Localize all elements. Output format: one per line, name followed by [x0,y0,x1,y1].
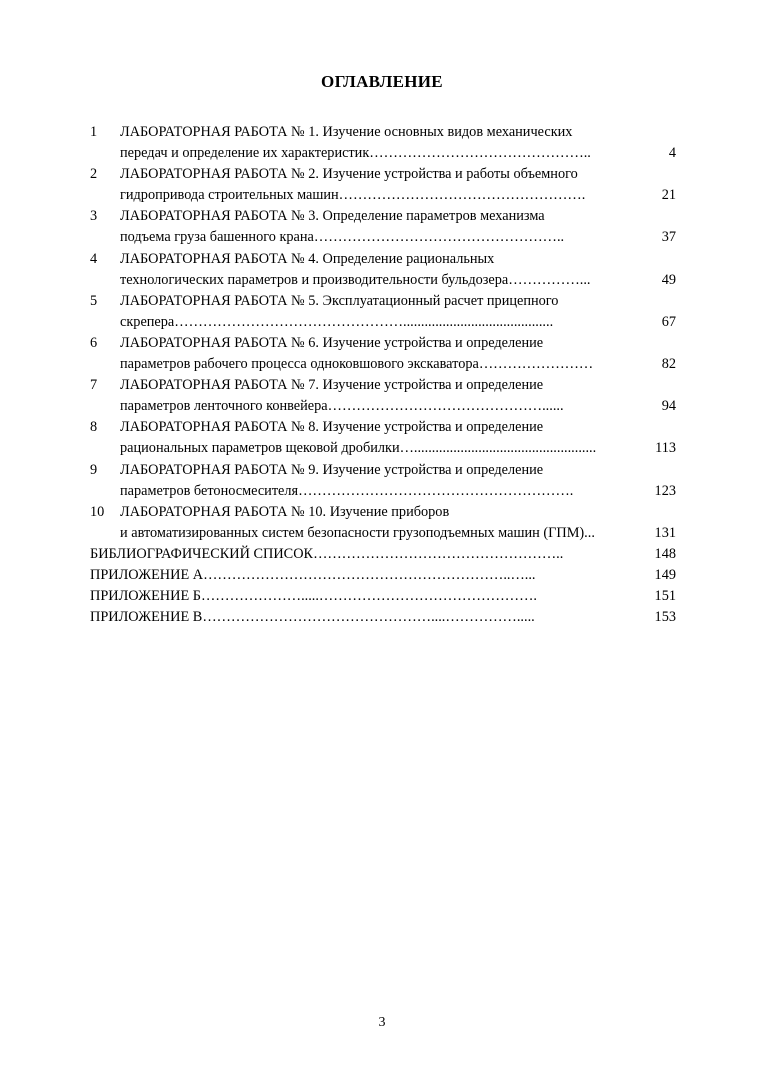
toc-entry-8 [90,417,676,459]
toc-appendix-b [90,586,676,607]
toc-entry-page: 149 [654,566,676,583]
toc-entry-number: 4 [90,250,98,267]
toc-entry-1 [90,122,676,164]
dot-leader: …................................................... [399,440,597,457]
dot-leader: ……………... [508,271,591,288]
page-number: 3 [378,1015,386,1030]
dot-leader: …………………………………………………. [298,482,574,499]
toc-entry-number: 6 [90,334,98,351]
toc-entry-title: ЛАБОРАТОРНАЯ РАБОТА № 1. Изучение основных видов механических [120,124,573,140]
toc-entry-number: 10 [90,503,105,520]
toc-entry-page: 94 [661,398,676,415]
toc-entry-title-cont: передач и определение их характеристик [120,145,370,162]
toc-entry-page: 21 [661,187,676,204]
toc-entry-page: 131 [654,524,676,541]
toc-entry-title-cont: параметров бетоносмесителя [120,482,299,499]
toc-entry-number: 2 [90,166,98,183]
page-title: ОГЛАВЛЕНИЕ [321,72,443,91]
toc-entry-9 [90,460,676,502]
toc-entry-page: 113 [655,440,676,457]
dot-leader: ……………………………………….. [369,145,591,162]
toc-appendix-title: ПРИЛОЖЕНИЕ Б [90,588,201,605]
dot-leader: ... [584,524,595,541]
toc-entry-5 [90,291,676,333]
dot-leader: ………………….....………………………………………. [200,588,537,605]
toc-entry-4 [90,249,676,291]
toc-entry-number: 5 [90,292,98,309]
toc-entry-title: ЛАБОРАТОРНАЯ РАБОТА № 4. Определение рациональных [120,250,495,267]
toc-entry-title: ЛАБОРАТОРНАЯ РАБОТА № 3. Определение параметров механизма [120,208,545,225]
toc-entry-title-cont: скрепера [120,313,175,330]
toc-entry-7 [90,375,676,417]
toc-appendix-title: БИБЛИОГРАФИЧЕСКИЙ СПИСОК [90,545,314,562]
toc-entry-3 [90,206,676,248]
toc-entry-number: 9 [90,461,98,478]
toc-entry-title-cont: подъема груза башенного крана [120,229,314,246]
toc-entry-number: 1 [90,124,98,140]
toc-entry-title: ЛАБОРАТОРНАЯ РАБОТА № 10. Изучение приборов [120,503,450,520]
toc-entry-title: ЛАБОРАТОРНАЯ РАБОТА № 7. Изучение устройства и определение [120,377,544,394]
toc-entry-title: ЛАБОРАТОРНАЯ РАБОТА № 9. Изучение устройства и определение [120,461,544,478]
toc-entry-title-cont: параметров рабочего процесса одноковшового экскаватора [120,356,479,373]
toc-appendix-v [90,607,676,628]
toc-entry-number: 3 [90,208,98,225]
toc-appendix-a [90,565,676,586]
toc-entry-page: 123 [654,482,676,499]
toc-entry-page: 151 [654,588,676,605]
toc-entry-number: 7 [90,377,98,394]
dot-leader: ………………………………………...... [327,398,564,415]
toc-entry-title-cont: гидропривода строительных машин [120,187,339,204]
toc-appendix-title: ПРИЛОЖЕНИЕ А [90,566,204,583]
toc-entry-10 [90,502,676,544]
toc-entry-title-cont: и автоматизированных систем безопасности грузоподъемных машин (ГПМ) [120,524,585,541]
dot-leader: …………………………………………....……………..... [202,609,535,626]
toc-entry-number: 8 [90,419,98,436]
toc-entry-title-cont: технологических параметров и производительности бульдозера [120,271,509,288]
toc-entry-page: 67 [661,313,676,330]
dot-leader: …………………………………………….. [313,229,565,246]
toc-entry-title: ЛАБОРАТОРНАЯ РАБОТА № 6. Изучение устройства и определение [120,334,544,351]
dot-leader: ……………………………………………. [338,187,586,204]
dot-leader: ………………………………………………………..…... [203,566,536,583]
toc-entry-page: 4 [668,145,676,162]
toc-entry-title: ЛАБОРАТОРНАЯ РАБОТА № 2. Изучение устройства и работы объемного [120,166,578,183]
toc-appendix-bibliography [90,544,676,565]
toc-entry-page: 82 [661,356,676,373]
toc-entry-page: 148 [654,545,676,562]
toc-entry-title: ЛАБОРАТОРНАЯ РАБОТА № 8. Изучение устройства и определение [120,419,544,436]
dot-leader: ………………………………………….......................................... [174,313,554,330]
toc-entry-2 [90,164,676,206]
dot-leader: …………………………………………….. [313,545,564,562]
toc-entry-title: ЛАБОРАТОРНАЯ РАБОТА № 5. Эксплуатационный расчет прицепного [120,292,559,309]
toc-entry-page: 37 [661,229,676,246]
toc-entry-6 [90,333,676,375]
toc-entry-title-cont: параметров ленточного конвейера [120,398,328,415]
toc-entry-page: 153 [654,609,676,626]
toc-entry-title-cont: рациональных параметров щековой дробилки [120,440,400,457]
toc-entry-page: 49 [661,271,676,288]
dot-leader: …………………… [478,356,594,373]
table-of-contents [90,122,676,628]
toc-appendix-title: ПРИЛОЖЕНИЕ В [90,609,203,626]
